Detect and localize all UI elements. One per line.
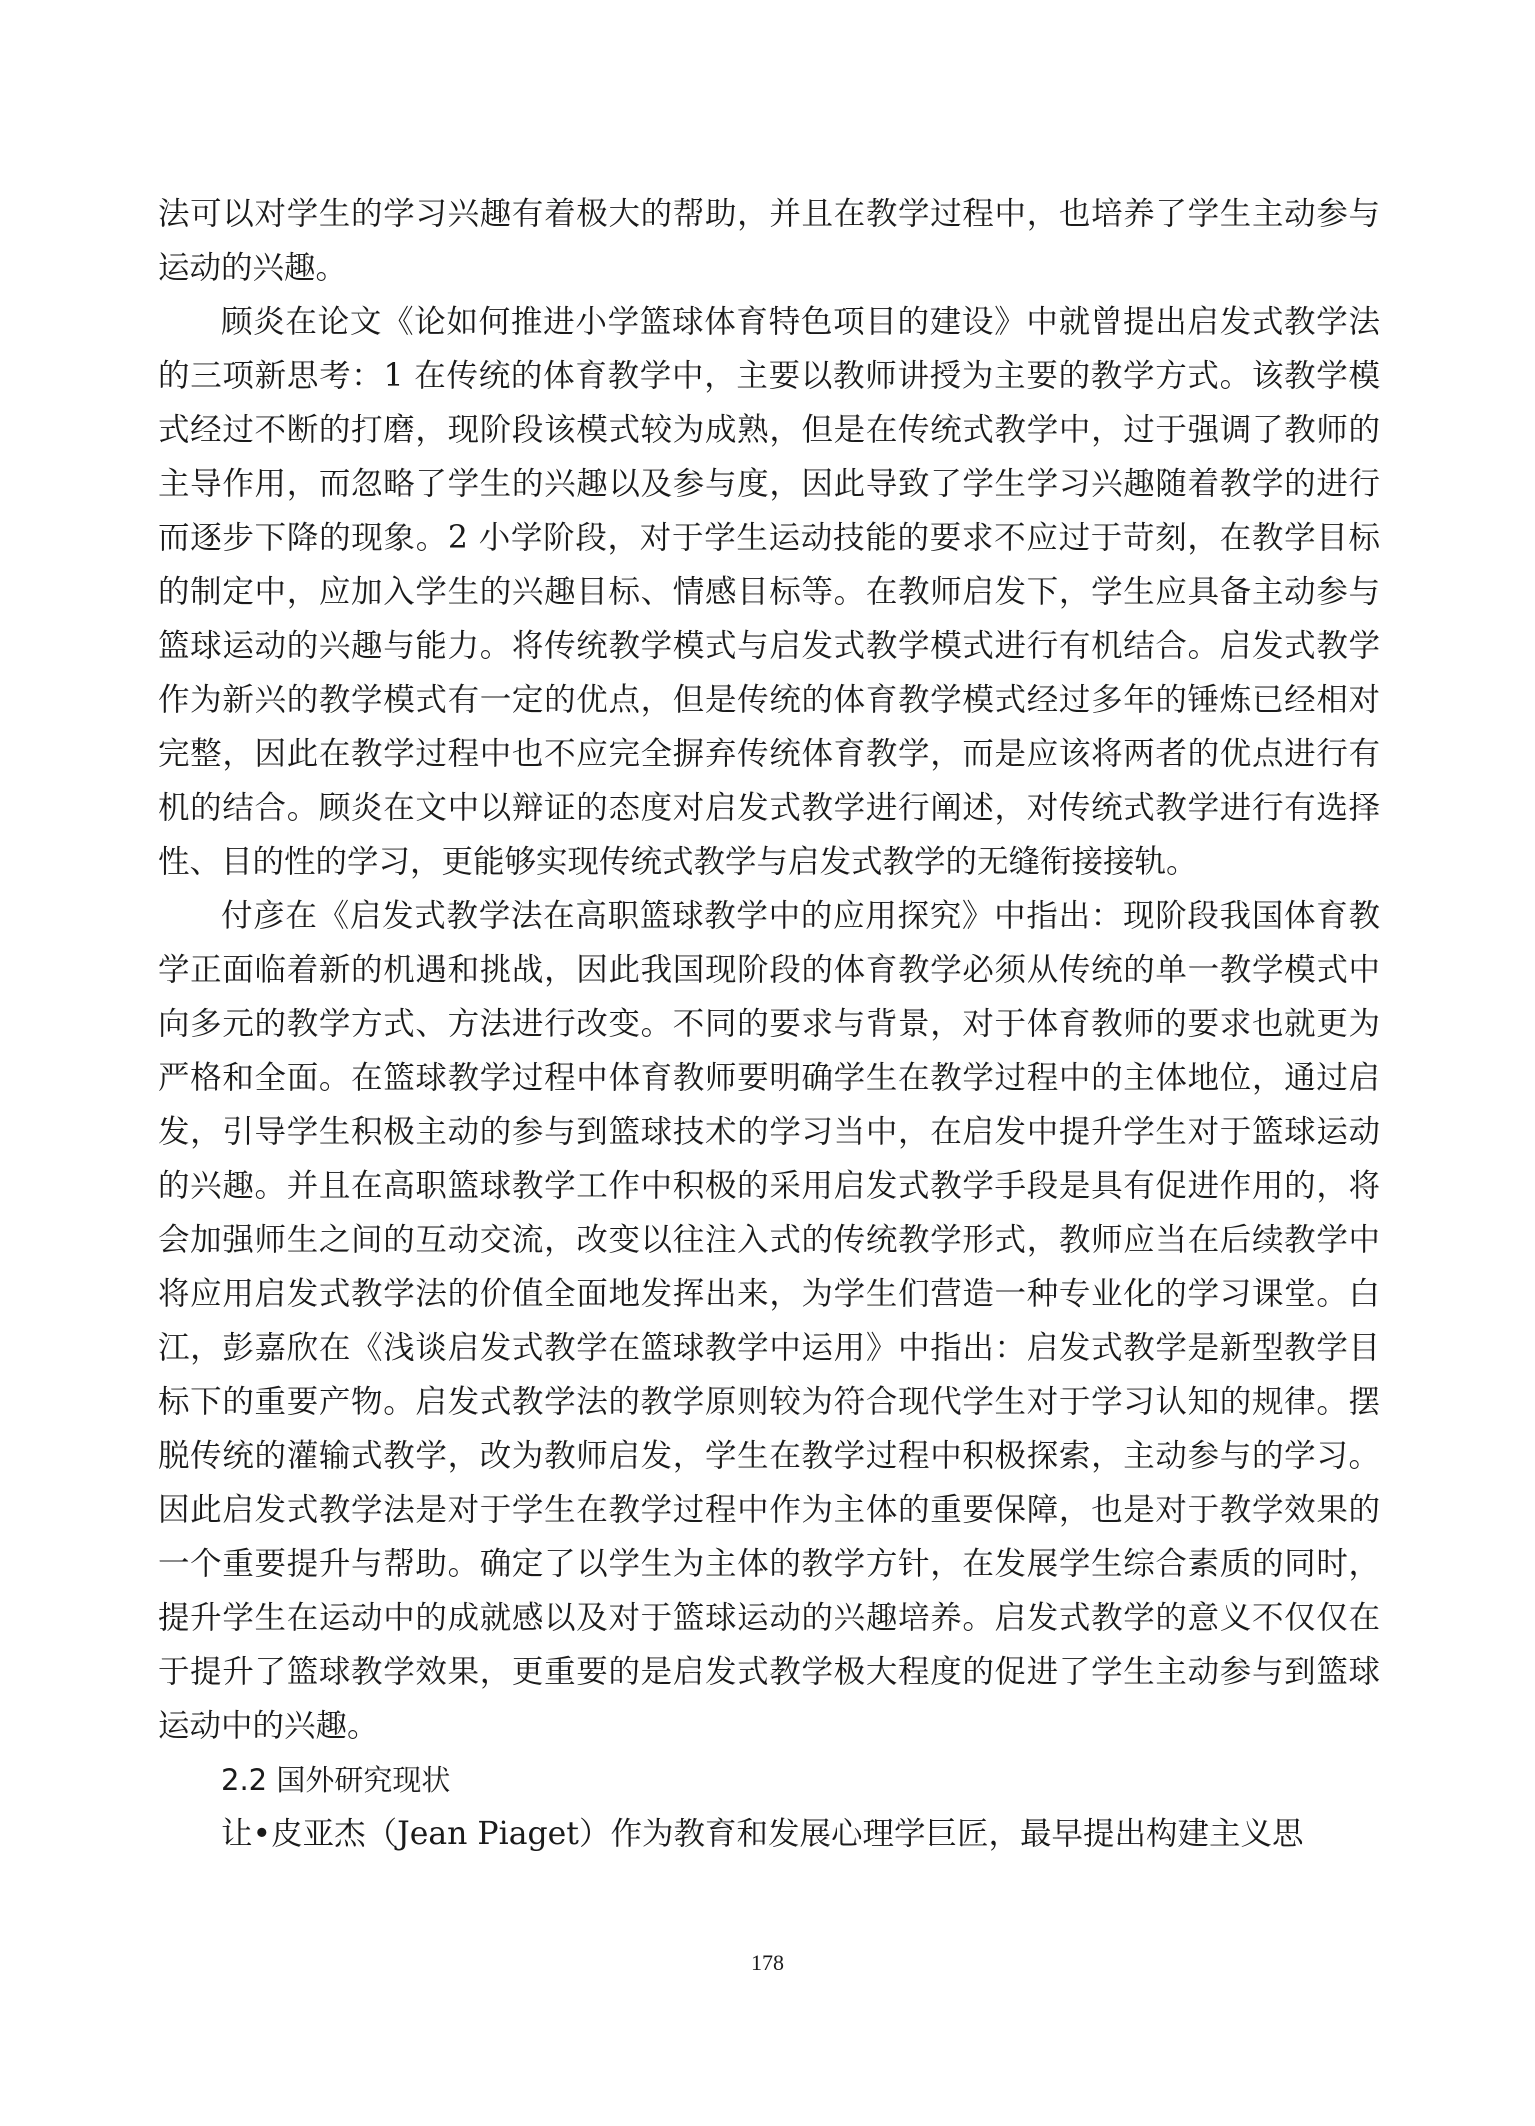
section-heading: 2.2 国外研究现状	[221, 1763, 451, 1797]
page-number: 178	[751, 1950, 784, 1975]
document-body	[158, 187, 1380, 1861]
paragraph-2: 顾炎在论文《论如何推进小学篮球体育特色项目的建设》中就曾提出启发式教学法的三项新思考：1 在传统的体育教学中，主要以教师讲授为主要的教学方式。该教学模式经过不断的打磨，现阶段该模式较为成熟，但是在传统式教学中，过于强调了教师的主导作用，而忽略了学生的兴趣以及参与度，因此导致了学生学习兴趣随着教学的进行而逐步下降的现象。2 小学阶段，对于学生运动技能的要求不应过于苛刻，在教学目标的制定中，应加入学生的兴趣目标、情感目标等。在教师启发下，学生应具备主动参与篮球运动的兴趣与能力。将传统教学模式与启发式教学模式进行有机结合。启发式教学作为新兴的教学模式有一定的优点，但是传统的体育教学模式经过多年的锤炼已经相对完整，因此在教学过程中也不应完全摒弃传统体育教学，而是应该将两者的优点进行有机的结合。顾炎在文中以辩证的态度对启发式教学进行阐述，对传统式教学进行有选择性、目的性的学习，更能够实现传统式教学与启发式教学的无缝衔接接轨。	[158, 304, 1380, 880]
paragraph-4: 让•皮亚杰（Jean Piaget）作为教育和发展心理学巨匠，最早提出构建主义思	[221, 1816, 1304, 1852]
paragraph-1: 法可以对学生的学习兴趣有着极大的帮助，并且在教学过程中，也培养了学生主动参与运动的兴趣。	[158, 196, 1380, 286]
paragraph-3: 付彦在《启发式教学法在高职篮球教学中的应用探究》中指出：现阶段我国体育教学正面临着新的机遇和挑战，因此我国现阶段的体育教学必须从传统的单一教学模式中向多元的教学方式、方法进行改变。不同的要求与背景，对于体育教师的要求也就更为严格和全面。在篮球教学过程中体育教师要明确学生在教学过程中的主体地位，通过启发，引导学生积极主动的参与到篮球技术的学习当中，在启发中提升学生对于篮球运动的兴趣。并且在高职篮球教学工作中积极的采用启发式教学手段是具有促进作用的，将会加强师生之间的互动交流，改变以往注入式的传统教学形式，教师应当在后续教学中将应用启发式教学法的价值全面地发挥出来，为学生们营造一种专业化的学习课堂。白江，彭嘉欣在《浅谈启发式教学在篮球教学中运用》中指出：启发式教学是新型教学目标下的重要产物。启发式教学法的教学原则较为符合现代学生对于学习认知的规律。摆脱传统的灌输式教学，改为教师启发，学生在教学过程中积极探索，主动参与的学习。因此启发式教学法是对于学生在教学过程中作为主体的重要保障，也是对于教学效果的一个重要提升与帮助。确定了以学生为主体的教学方针，在发展学生综合素质的同时，提升学生在运动中的成就感以及对于篮球运动的兴趣培养。启发式教学的意义不仅仅在于提升了篮球教学效果，更重要的是启发式教学极大程度的促进了学生主动参与到篮球运动中的兴趣。	[158, 898, 1380, 1744]
